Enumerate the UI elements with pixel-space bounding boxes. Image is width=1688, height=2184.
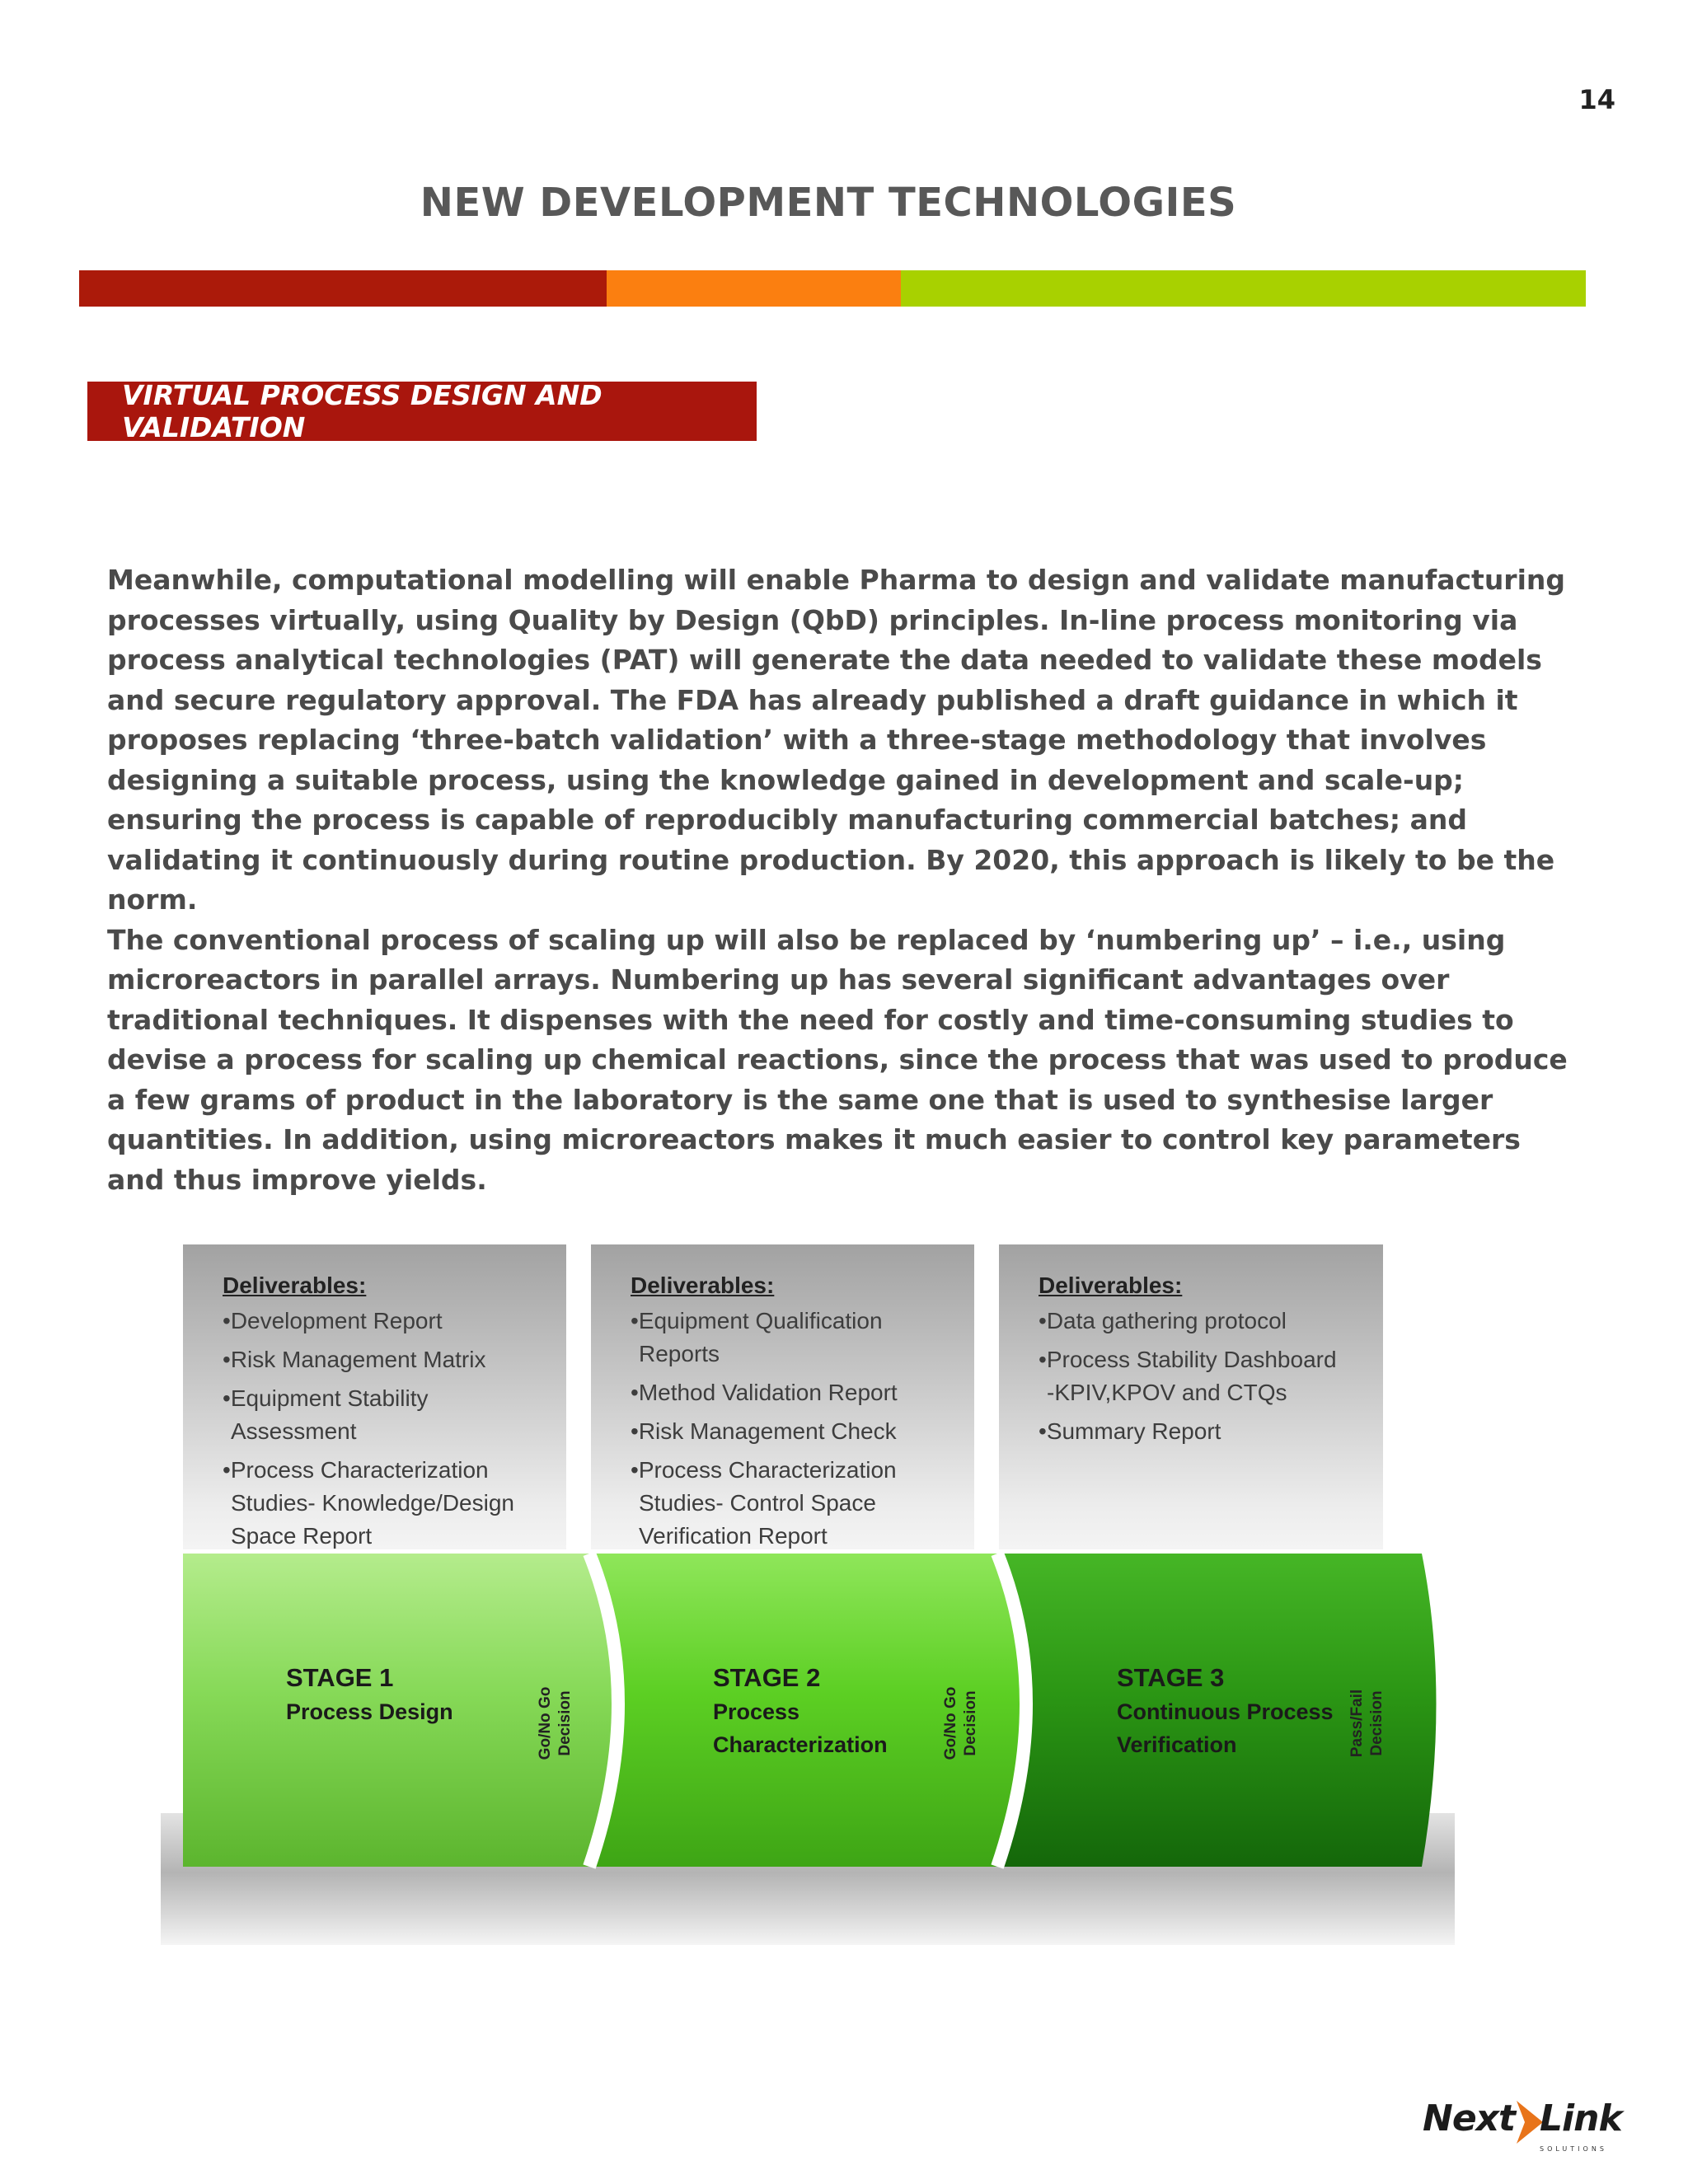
color-bar-green-segment: [901, 270, 1586, 307]
deliverable-item: • Process Characterization Studies- Control Space Verification Report: [631, 1454, 974, 1553]
page-title: NEW DEVELOPMENT TECHNOLOGIES: [420, 180, 1237, 226]
deliverables-heading: Deliverables:: [631, 1272, 775, 1298]
stage-2-decision-label: Go/No Go Decision: [942, 1686, 979, 1760]
header-color-bar: [79, 270, 1586, 307]
stage-3-label: STAGE 3 Continuous Process Verification: [1117, 1663, 1334, 1757]
deliverable-item: • Equipment Stability Assessment: [223, 1382, 566, 1448]
stage-3-decision-label: Pass/Fail Decision: [1348, 1689, 1386, 1758]
deliverable-item: • Process Characterization Studies- Knowledge/Design Space Report: [223, 1454, 566, 1553]
page-number: 14: [1578, 84, 1615, 115]
validation-stages-diagram: [161, 1236, 1467, 1945]
deliverable-item: • Risk Management Check: [631, 1415, 974, 1448]
body-text: [107, 560, 1582, 1200]
logo-word-link: Link: [1540, 2097, 1622, 2139]
nextlink-logo: [1416, 2097, 1622, 2155]
deliverable-item: • Risk Management Matrix: [223, 1343, 566, 1376]
stage-1-label: STAGE 1 Process Design: [286, 1663, 453, 1724]
logo-subtitle: SOLUTIONS: [1540, 2145, 1607, 2153]
stage-chevrons: [161, 1236, 1467, 1945]
paragraph: The conventional process of scaling up will also be replaced by ‘numbering up’ – i.e., using microreactors in parallel arrays. Numbering up has several significant advantages over traditional techniques. It dispenses with the need for costly and time-consuming studies to devise a process for scaling up chemical reactions, since the process that was used to produce a few grams of product in the laboratory is the same one that is used to synthesise larger quantities. In addition, using microreactors makes it much easier to control key parameters and thus improve yields.: [107, 923, 1568, 1196]
paragraph: Meanwhile, computational modelling will enable Pharma to design and validate manufacturing processes virtually, using Quality by Design (QbD) principles. In-line process monitoring via process analytical technologies (PAT) will generate the data needed to validate these models and secure regulatory approval. The FDA has already published a draft guidance in which it proposes replacing ‘three-batch validation’ with a three-stage methodology that involves designing a suitable process, using the knowledge gained in development and scale-up; ensuring the process is capable of reproducibly manufacturing commercial batches; and validating it continuously during routine production. By 2020, this approach is likely to be the norm.: [107, 564, 1566, 916]
deliverable-item: • Development Report: [223, 1305, 566, 1338]
color-bar-red-segment: [79, 270, 607, 307]
deliverables-heading: Deliverables:: [223, 1272, 367, 1298]
deliverables-heading: Deliverables:: [1039, 1272, 1183, 1298]
deliverable-item: • Process Stability Dashboard -KPIV,KPOV and CTQs: [1039, 1343, 1383, 1409]
color-bar-orange-segment: [607, 270, 901, 307]
deliverable-item: • Summary Report: [1039, 1415, 1383, 1448]
deliverable-item: • Equipment Qualification Reports: [631, 1305, 974, 1371]
stage-1-decision-label: Go/No Go Decision: [537, 1686, 574, 1760]
deliverable-item: • Method Validation Report: [631, 1376, 974, 1409]
deliverable-item: • Data gathering protocol: [1039, 1305, 1383, 1338]
section-label: VIRTUAL PROCESS DESIGN AND VALIDATION: [87, 382, 757, 441]
logo-word-next: Next: [1423, 2097, 1516, 2139]
stage-2-label: STAGE 2 Process Characterization: [713, 1663, 888, 1757]
